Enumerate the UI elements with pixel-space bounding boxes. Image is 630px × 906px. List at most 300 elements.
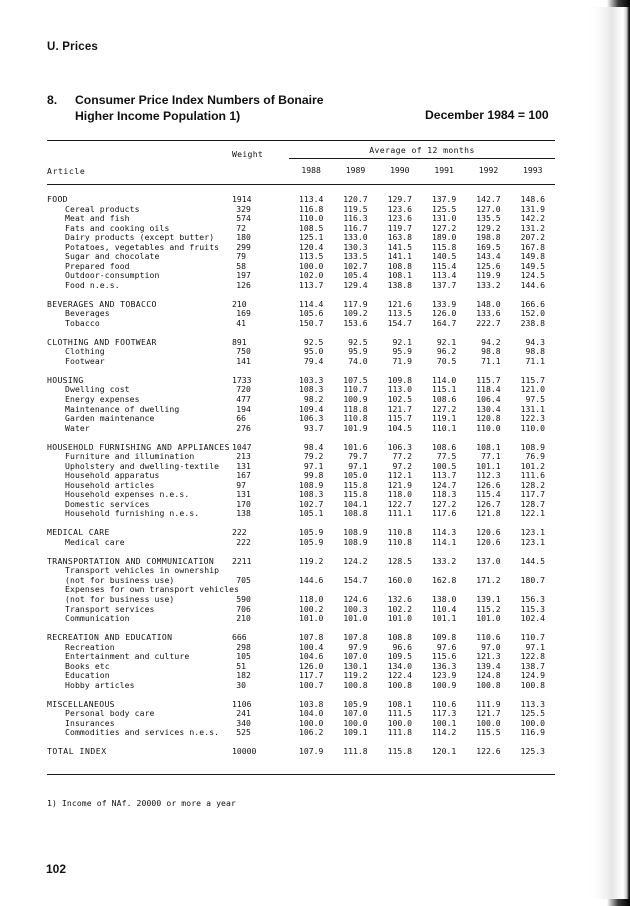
- row-value-cell: 114.0: [431, 374, 457, 385]
- row-values: [289, 318, 555, 328]
- row-value-cell: 101.1: [476, 460, 501, 471]
- row-value-cell: 115.4: [476, 489, 501, 500]
- row-weight: 97: [236, 479, 247, 490]
- row-value-cell: 116.7: [343, 222, 368, 233]
- row-value-cell: 126.0: [298, 660, 324, 671]
- row-values: [289, 613, 555, 623]
- row-value-cell: 101.2: [520, 460, 545, 471]
- table-row: [47, 699, 555, 709]
- row-value-cell: 115.7: [520, 374, 545, 385]
- row-value-cell: 137.7: [431, 279, 457, 290]
- row-value-cell: 100.5: [431, 460, 457, 471]
- table-row: [47, 394, 555, 404]
- row-value-cell: 114.4: [298, 298, 324, 309]
- row-value-cell: 111.5: [387, 708, 413, 719]
- row-label: MEDICAL CARE: [47, 527, 110, 538]
- table-row: [47, 604, 555, 614]
- row-value-cell: 102.0: [298, 270, 324, 281]
- row-value-cell: 129.7: [387, 194, 412, 204]
- row-label: Sugar and chocolate: [65, 251, 160, 262]
- row-label: Footwear: [65, 355, 105, 366]
- table-row: [47, 565, 555, 575]
- table-header: [47, 141, 555, 184]
- row-weight: 210: [232, 298, 247, 309]
- table-row: [47, 356, 555, 366]
- table-row: [47, 508, 555, 518]
- row-label: Water: [65, 422, 90, 433]
- column-header-article: Article: [47, 166, 86, 176]
- row-weight: 105: [236, 651, 251, 662]
- table-row: [47, 375, 555, 385]
- row-label: Fats and cooking oils: [65, 222, 170, 233]
- row-weight: 222: [236, 536, 251, 547]
- row-label: FOOD: [47, 194, 68, 204]
- table-row: [47, 242, 555, 252]
- row-value-cell: 115.6: [431, 651, 457, 662]
- row-value-cell: 137.9: [431, 194, 457, 204]
- row-value-cell: 97.6: [436, 641, 457, 652]
- column-header-year: 1991: [434, 165, 454, 175]
- row-value-cell: 110.7: [520, 632, 545, 643]
- row-value-cell: 104.0: [298, 708, 324, 719]
- row-values: [289, 308, 555, 318]
- row-value-cell: 100.8: [387, 679, 413, 690]
- row-value-cell: 110.4: [431, 603, 457, 614]
- row-weight: 1047: [232, 441, 252, 452]
- row-value-cell: 141.5: [387, 241, 413, 252]
- row-weight: 276: [236, 422, 251, 433]
- row-value-cell: 108.1: [476, 441, 501, 452]
- row-value-cell: 113.7: [431, 470, 457, 481]
- table-row: [47, 461, 555, 471]
- row-value-cell: 110.6: [431, 698, 457, 709]
- row-value-cell: 105.9: [298, 536, 324, 547]
- row-value-cell: 119.7: [387, 222, 413, 233]
- row-label: (not for business use): [65, 594, 175, 605]
- row-value-cell: 116.8: [298, 203, 324, 214]
- row-value-cell: 160.0: [387, 574, 413, 585]
- row-label: Commodities and services n.e.s.: [65, 727, 220, 738]
- table-row: [47, 204, 555, 214]
- table-row: [47, 642, 555, 652]
- row-value-cell: 118.0: [298, 594, 324, 605]
- row-value-cell: 110.8: [387, 536, 413, 547]
- row-value-cell: 95.9: [392, 346, 413, 357]
- row-value-cell: 222.7: [476, 317, 501, 328]
- row-value-cell: 122.8: [520, 651, 545, 662]
- row-value-cell: 70.5: [436, 355, 457, 366]
- table-row: [47, 470, 555, 480]
- row-value-cell: 92.5: [303, 336, 324, 347]
- column-header-years: [289, 165, 555, 175]
- row-value-cell: 149.8: [520, 251, 545, 262]
- row-value-cell: 71.1: [481, 355, 501, 366]
- row-value-cell: 118.0: [387, 489, 413, 500]
- row-weight: 126: [236, 279, 251, 290]
- row-value-cell: 97.5: [525, 394, 545, 405]
- row-value-cell: 101.1: [431, 613, 457, 624]
- row-value-cell: 96.2: [436, 346, 457, 357]
- row-label: Household furnishing n.e.s.: [65, 508, 200, 519]
- row-values: [289, 337, 555, 347]
- row-values: [289, 527, 555, 537]
- table-body: [47, 185, 555, 763]
- row-weight: 329: [236, 203, 251, 214]
- row-value-cell: 94.3: [525, 336, 545, 347]
- row-value-cell: 100.1: [431, 717, 457, 728]
- row-values: [289, 708, 555, 718]
- table-row: [47, 384, 555, 394]
- row-values: [289, 499, 555, 509]
- table-row: [47, 480, 555, 490]
- row-value-cell: 115.8: [343, 479, 368, 490]
- table-row: [47, 632, 555, 642]
- row-label: (not for business use): [65, 574, 175, 585]
- column-header-year: 1992: [478, 165, 499, 175]
- row-value-cell: 106.3: [387, 441, 412, 452]
- row-value-cell: 108.1: [387, 698, 412, 709]
- row-value-cell: 122.4: [387, 670, 413, 681]
- row-label: Food n.e.s.: [65, 279, 120, 290]
- row-value-cell: 97.9: [348, 641, 368, 652]
- row-value-cell: 100.0: [387, 717, 413, 728]
- row-value-cell: 121.8: [476, 508, 501, 519]
- table-row: [47, 489, 555, 499]
- row-value-cell: 95.0: [303, 346, 324, 357]
- row-value-cell: 111.6: [520, 470, 545, 481]
- row-value-cell: 115.1: [431, 384, 457, 395]
- row-values: [289, 451, 555, 461]
- row-value-cell: 114.2: [431, 727, 457, 738]
- row-value-cell: 113.0: [387, 384, 413, 395]
- row-value-cell: 118.3: [431, 489, 457, 500]
- row-value-cell: 142.7: [476, 194, 501, 204]
- row-value-cell: 122.7: [387, 498, 413, 509]
- row-value-cell: 129.2: [476, 222, 501, 233]
- row-label: Upholstery and dwelling-textile: [65, 460, 220, 471]
- total-value-cell: 115.8: [387, 745, 412, 756]
- row-value-cell: 143.4: [476, 251, 501, 262]
- row-value-cell: 79.4: [303, 355, 324, 366]
- row-value-cell: 77.5: [436, 451, 457, 462]
- row-value-cell: 79.2: [303, 451, 324, 462]
- row-values: [289, 404, 555, 414]
- row-value-cell: 124.6: [343, 594, 368, 605]
- row-value-cell: 131.1: [520, 403, 545, 414]
- row-label: Meat and fish: [65, 213, 130, 224]
- row-label: Transport services: [65, 603, 155, 614]
- row-value-cell: 126.7: [476, 498, 501, 509]
- row-value-cell: 112.1: [387, 470, 413, 481]
- row-value-cell: 138.0: [431, 594, 457, 605]
- row-value-cell: 101.0: [343, 613, 368, 624]
- row-value-cell: 127.2: [431, 498, 457, 509]
- row-value-cell: 128.7: [520, 498, 545, 509]
- row-value-cell: 123.9: [431, 670, 457, 681]
- row-weight: 706: [236, 603, 251, 614]
- cpi-table: [47, 140, 555, 775]
- table-row-spacer: [47, 289, 555, 298]
- row-value-cell: 100.0: [476, 717, 501, 728]
- table-row-spacer: [47, 623, 555, 632]
- row-weight: 30: [236, 679, 247, 690]
- row-value-cell: 97.1: [348, 460, 368, 471]
- row-value-cell: 109.4: [298, 403, 324, 414]
- row-weight: 750: [236, 346, 251, 357]
- row-value-cell: 150.7: [298, 317, 324, 328]
- row-value-cell: 110.0: [298, 213, 324, 224]
- row-value-cell: 119.2: [343, 670, 368, 681]
- column-header-weight: Weight: [232, 149, 264, 159]
- total-value-cell: 125.3: [520, 745, 545, 756]
- row-label: MISCELLANEOUS: [47, 698, 115, 709]
- row-value-cell: 92.1: [436, 336, 457, 347]
- table-row: [47, 575, 555, 585]
- table-row: [47, 727, 555, 737]
- row-value-cell: 119.9: [476, 270, 501, 281]
- row-weight: 141: [236, 355, 251, 366]
- row-values: [289, 680, 555, 690]
- column-header-year: 1988: [301, 165, 321, 175]
- row-value-cell: 164.7: [431, 317, 457, 328]
- table-row-spacer: [47, 328, 555, 337]
- row-value-cell: 120.4: [298, 241, 324, 252]
- row-value-cell: 113.5: [387, 308, 413, 319]
- row-values: [289, 642, 555, 652]
- table-row: [47, 527, 555, 537]
- row-value-cell: 94.2: [481, 336, 501, 347]
- row-value-cell: 180.7: [520, 574, 545, 585]
- row-weight: 131: [236, 460, 251, 471]
- table-row: [47, 423, 555, 433]
- page-edge-shadow: [588, 0, 630, 906]
- row-value-cell: 119.2: [298, 555, 324, 566]
- row-label: Beverages: [65, 308, 110, 319]
- table-row: [47, 213, 555, 223]
- row-value-cell: 117.6: [431, 508, 457, 519]
- row-value-cell: 109.5: [387, 651, 413, 662]
- page-edge-bottom-cap: [588, 899, 630, 906]
- row-value-cell: 97.2: [392, 460, 413, 471]
- row-value-cell: 128.5: [387, 555, 412, 566]
- row-values: [289, 280, 555, 290]
- row-value-cell: 144.6: [298, 574, 324, 585]
- row-weight: 241: [236, 708, 251, 719]
- row-weight: 340: [236, 717, 251, 728]
- table-row: [47, 651, 555, 661]
- row-label: CLOTHING AND FOOTWEAR: [47, 336, 157, 347]
- row-value-cell: 144.6: [520, 279, 545, 290]
- row-values: [289, 604, 555, 614]
- row-value-cell: 109.1: [343, 727, 368, 738]
- row-value-cell: 110.0: [476, 422, 501, 433]
- row-weight: 590: [236, 594, 251, 605]
- table-row: [47, 318, 555, 328]
- row-value-cell: 100.2: [298, 603, 324, 614]
- row-value-cell: 100.0: [298, 260, 324, 271]
- row-values: [289, 442, 555, 452]
- row-values: [289, 461, 555, 471]
- row-values: [289, 727, 555, 737]
- row-value-cell: 141.1: [387, 251, 413, 262]
- row-value-cell: 107.8: [298, 632, 324, 643]
- row-value-cell: 103.3: [298, 374, 324, 385]
- row-weight: 167: [236, 470, 251, 481]
- row-value-cell: 110.0: [520, 422, 545, 433]
- row-label: Clothing: [65, 346, 105, 357]
- row-value-cell: 116.9: [520, 727, 545, 738]
- row-values: [289, 423, 555, 433]
- row-weight: 213: [236, 451, 251, 462]
- total-value-cell: 111.8: [343, 745, 368, 756]
- table-row: [47, 442, 555, 452]
- row-value-cell: 108.3: [298, 384, 324, 395]
- table-row: [47, 556, 555, 566]
- row-value-cell: 106.3: [298, 413, 324, 424]
- row-value-cell: 102.2: [387, 603, 413, 614]
- row-weight: 1106: [232, 698, 252, 709]
- row-weight: 1914: [232, 194, 252, 204]
- row-label: Books etc: [65, 660, 110, 671]
- row-values: [289, 375, 555, 385]
- table-row: [47, 194, 555, 204]
- row-value-cell: 114.1: [431, 536, 457, 547]
- row-value-cell: 125.1: [298, 232, 324, 243]
- row-value-cell: 121.7: [387, 403, 413, 414]
- row-value-cell: 136.3: [431, 660, 457, 671]
- row-values: [289, 489, 555, 499]
- row-value-cell: 110.7: [343, 384, 368, 395]
- row-value-cell: 113.7: [298, 279, 324, 290]
- row-value-cell: 131.9: [520, 203, 545, 214]
- row-value-cell: 123.1: [520, 527, 545, 538]
- row-value-cell: 110.1: [431, 422, 457, 433]
- row-value-cell: 100.7: [298, 679, 324, 690]
- row-value-cell: 129.4: [343, 279, 368, 290]
- row-weight: 169: [236, 308, 251, 319]
- row-value-cell: 148.6: [520, 194, 545, 204]
- row-weight: 41: [236, 317, 247, 328]
- table-row: [47, 584, 555, 594]
- row-value-cell: 108.9: [343, 527, 368, 538]
- table-row: [47, 251, 555, 261]
- row-value-cell: 100.8: [520, 679, 545, 690]
- row-value-cell: 207.2: [520, 232, 545, 243]
- row-weight: 180: [236, 232, 251, 243]
- row-value-cell: 130.1: [343, 660, 368, 671]
- row-label: HOUSEHOLD FURNISHING AND APPLIANCES: [47, 441, 230, 452]
- row-label: Dwelling cost: [65, 384, 130, 395]
- row-value-cell: 102.5: [387, 394, 413, 405]
- row-value-cell: 98.4: [303, 441, 324, 452]
- row-value-cell: 125.5: [431, 203, 457, 214]
- row-values: [289, 204, 555, 214]
- row-value-cell: 113.4: [298, 194, 324, 204]
- row-value-cell: 100.3: [343, 603, 368, 614]
- row-value-cell: 108.6: [431, 394, 457, 405]
- page-number: 102: [46, 862, 67, 876]
- column-header-year: 1989: [345, 165, 366, 175]
- table-row: [47, 232, 555, 242]
- row-value-cell: 100.9: [343, 394, 368, 405]
- row-value-cell: 131.0: [431, 213, 457, 224]
- row-value-cell: 149.5: [520, 260, 545, 271]
- row-values: [289, 699, 555, 709]
- row-value-cell: 120.6: [476, 536, 501, 547]
- row-value-cell: 108.9: [520, 441, 545, 452]
- row-weight: 51: [236, 660, 247, 671]
- row-value-cell: 105.1: [298, 508, 324, 519]
- row-value-cell: 110.6: [476, 632, 501, 643]
- row-value-cell: 134.0: [387, 660, 413, 671]
- row-values: [289, 346, 555, 356]
- row-value-cell: 98.2: [303, 394, 324, 405]
- row-value-cell: 108.5: [298, 222, 324, 233]
- row-value-cell: 115.2: [476, 603, 501, 614]
- row-value-cell: 97.1: [303, 460, 324, 471]
- row-value-cell: 115.4: [431, 260, 457, 271]
- row-value-cell: 163.8: [387, 232, 413, 243]
- row-value-cell: 102.7: [298, 498, 324, 509]
- row-values: [289, 575, 555, 585]
- row-value-cell: 113.5: [298, 251, 324, 262]
- row-value-cell: 162.8: [431, 574, 457, 585]
- row-label: Energy expenses: [65, 394, 140, 405]
- row-value-cell: 105.6: [298, 308, 324, 319]
- row-values: [289, 651, 555, 661]
- row-value-cell: 111.8: [387, 727, 413, 738]
- row-weight: 1733: [232, 374, 252, 385]
- row-label: Furniture and illumination: [65, 451, 195, 462]
- row-value-cell: 121.6: [387, 298, 412, 309]
- table-row: [47, 708, 555, 718]
- row-value-cell: 71.1: [525, 355, 545, 366]
- row-value-cell: 76.9: [525, 451, 545, 462]
- row-values: [289, 270, 555, 280]
- row-value-cell: 135.5: [476, 213, 501, 224]
- row-value-cell: 97.0: [481, 641, 501, 652]
- table-row: [47, 594, 555, 604]
- row-value-cell: 125.6: [476, 260, 501, 271]
- row-value-cell: 108.1: [387, 270, 413, 281]
- row-value-cell: 127.2: [431, 222, 457, 233]
- row-label: Insurances: [65, 717, 115, 728]
- row-value-cell: 101.0: [298, 613, 324, 624]
- row-value-cell: 104.6: [298, 651, 324, 662]
- row-label: Household expenses n.e.s.: [65, 489, 190, 500]
- row-values: [289, 194, 555, 204]
- row-value-cell: 156.3: [520, 594, 545, 605]
- row-value-cell: 109.2: [343, 308, 368, 319]
- row-value-cell: 107.0: [343, 708, 368, 719]
- row-value-cell: 102.7: [343, 260, 368, 271]
- row-label: Education: [65, 670, 110, 681]
- row-weight: 182: [236, 670, 251, 681]
- row-value-cell: 198.8: [476, 232, 501, 243]
- row-value-cell: 107.0: [343, 651, 368, 662]
- chapter-header: U. Prices: [47, 41, 99, 53]
- row-value-cell: 130.4: [476, 403, 501, 414]
- row-label: Dairy products (except butter): [65, 232, 215, 243]
- row-value-cell: 133.9: [431, 298, 457, 309]
- table-row: [47, 223, 555, 233]
- row-value-cell: 79.7: [348, 451, 368, 462]
- row-value-cell: 113.4: [431, 270, 457, 281]
- table-title-line2: Higher Income Population 1): [75, 109, 241, 123]
- row-label: Potatoes, vegetables and fruits: [65, 241, 220, 252]
- row-value-cell: 100.8: [343, 679, 368, 690]
- column-group-header-average: Average of 12 months: [369, 145, 475, 155]
